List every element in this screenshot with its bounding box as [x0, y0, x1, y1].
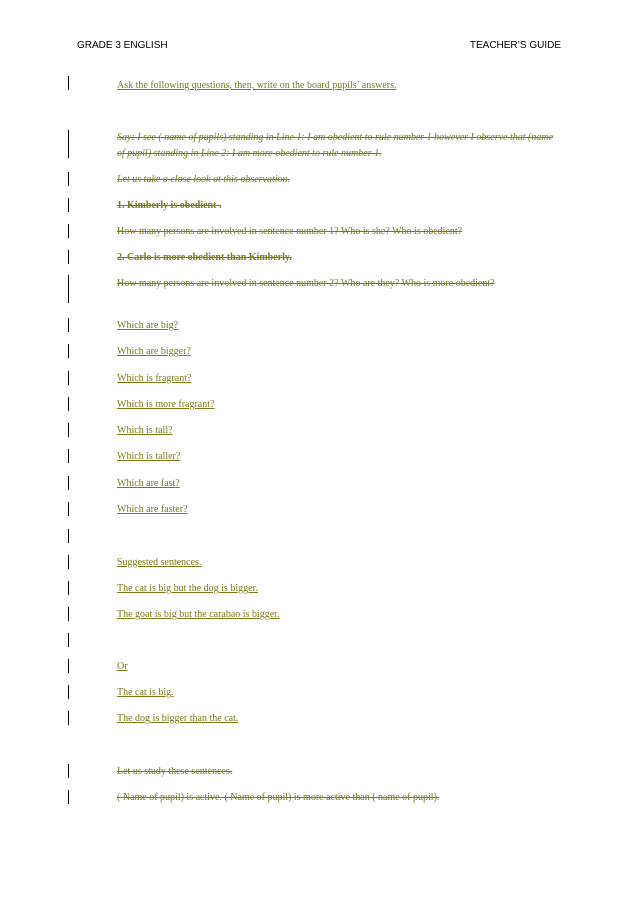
change-bar [68, 607, 69, 621]
suggested-sentence: The goat is big but the carabao is bigger. [117, 609, 280, 620]
change-bar [68, 685, 69, 699]
question-item: Which are big? [117, 320, 179, 331]
header-guide-title: TEACHER’S GUIDE [469, 40, 561, 51]
question-1: How many persons are involved in sentence number 1? Who is she? Who is obedient? [117, 226, 463, 237]
example-sentence: The cat is big. [117, 687, 174, 698]
change-bar [68, 371, 69, 385]
question-item: Which are bigger? [117, 346, 191, 357]
say-line: Say: I see ( name of pupils) standing in Line 1: I am obedient to rule number 1 however I observe that (name of pupil) standing in Line 2: I am more obedient to rule number 1. [117, 132, 554, 159]
observation-line: Let us take a close look at this observation. [117, 174, 291, 185]
or-line: Or [117, 661, 128, 672]
change-bar [68, 224, 69, 238]
change-bar [68, 397, 69, 411]
change-bar [68, 449, 69, 463]
change-bar [68, 423, 69, 437]
question-item: Which is taller? [117, 451, 181, 462]
change-bar [68, 198, 69, 212]
change-bar [68, 172, 69, 186]
question-item: Which is more fragrant? [117, 399, 215, 410]
change-bar [68, 250, 69, 264]
sentence-1: 1. Kimberly is obedient . [117, 200, 222, 211]
change-bar [68, 344, 69, 358]
change-bar [68, 275, 69, 303]
header-subject: GRADE 3 ENGLISH [77, 40, 168, 51]
change-bar [68, 633, 69, 647]
change-bar [68, 711, 69, 725]
question-item: Which is tall? [117, 425, 173, 436]
active-sentence: ( Name of pupil) is active. ( Name of pupil) is more active than ( name of pupil). [117, 792, 440, 803]
suggested-sentence: The cat is big but the dog is bigger. [117, 583, 258, 594]
study-line: Let us study these sentences. [117, 766, 233, 777]
question-item: Which is fragrant? [117, 373, 192, 384]
change-bar [68, 659, 69, 673]
change-bar [68, 581, 69, 595]
change-bar [68, 130, 69, 158]
change-bar [68, 318, 69, 332]
change-bar [68, 555, 69, 569]
question-item: Which are fast? [117, 478, 180, 489]
question-item: Which are faster? [117, 504, 188, 515]
change-bar [68, 790, 69, 804]
change-bar [68, 476, 69, 490]
instruction-line: Ask the following questions, then, write on the board pupils’ answers. [117, 80, 397, 91]
page-header [77, 40, 561, 56]
sentence-2: 2. Carlo is more obedient than Kimberly. [117, 252, 292, 263]
example-sentence: The dog is bigger than the cat. [117, 713, 239, 724]
suggested-heading: Suggested sentences. [117, 557, 202, 568]
question-2: How many persons are involved in sentence number 2? Who are they? Who is more obedient? [117, 278, 495, 289]
change-bar [68, 764, 69, 778]
change-bar [68, 502, 69, 516]
change-bar [68, 76, 69, 90]
change-bar [68, 529, 69, 543]
